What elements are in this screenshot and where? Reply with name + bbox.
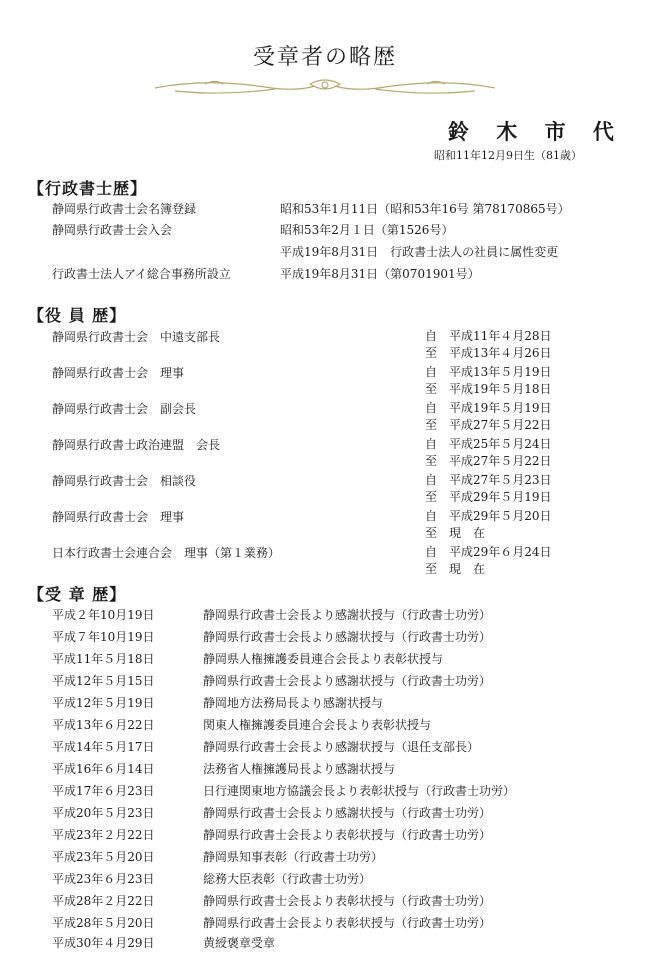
gyosei-item-label: 静岡県行政書士会入会 [52, 223, 173, 237]
jusho-desc: 静岡県知事表彰（行政書士功労） [203, 850, 384, 864]
jusho-desc: 黄綬褒章受章 [203, 936, 276, 950]
jusho-date: 平成11年５月18日 [52, 652, 155, 666]
yakuin-to: 至 平成13年４月26日 [425, 346, 552, 360]
recipient-name: 鈴 木 市 代 [448, 119, 624, 144]
jusho-desc: 静岡県行政書士会長より表彰状授与（行政書士功労） [203, 828, 492, 842]
yakuin-to: 至 平成27年５月22日 [425, 418, 552, 432]
jusho-date: 平成28年２月22日 [52, 894, 155, 908]
yakuin-org: 静岡県行政書士政治連盟 会長 [52, 438, 221, 452]
yakuin-org: 静岡県行政書士会 中遠支部長 [52, 330, 221, 344]
ornament-divider [145, 74, 505, 100]
jusho-date: 平成20年５月23日 [52, 806, 155, 820]
jusho-date: 平成23年５月20日 [52, 850, 155, 864]
jusho-desc: 静岡県行政書士会長より感謝状授与（行政書士功労） [203, 608, 492, 622]
jusho-date: 平成16年６月14日 [52, 762, 155, 776]
yakuin-from: 自 平成25年５月24日 [425, 437, 552, 451]
jusho-date: 平成17年６月23日 [52, 784, 155, 798]
yakuin-org: 静岡県行政書士会 副会長 [52, 402, 197, 416]
section-heading-gyosei: 【行政書士歴】 [28, 179, 148, 198]
jusho-desc: 静岡県行政書士会長より表彰状授与（行政書士功労） [203, 894, 492, 908]
jusho-date: 平成28年５月20日 [52, 916, 155, 930]
document-title: 受章者の略歴 [252, 45, 397, 70]
yakuin-from: 自 平成29年５月20日 [425, 509, 552, 523]
jusho-desc: 静岡県行政書士会長より感謝状授与（行政書士功労） [203, 630, 492, 644]
yakuin-org: 静岡県行政書士会 理事 [52, 366, 185, 380]
yakuin-to: 至 現 在 [425, 562, 486, 576]
jusho-date: 平成12年５月19日 [52, 696, 155, 710]
yakuin-org: 日本行政書士会連合会 理事（第１業務） [52, 546, 281, 560]
yakuin-from: 自 平成11年４月28日 [425, 329, 552, 343]
jusho-desc: 静岡地方法務局長より感謝状授与 [203, 696, 384, 710]
jusho-desc: 静岡県行政書士会長より表彰状授与（行政書士功労） [203, 916, 492, 930]
yakuin-from: 自 平成29年６月24日 [425, 545, 552, 559]
jusho-desc: 静岡県行政書士会長より感謝状授与（行政書士功労） [203, 674, 492, 688]
jusho-date: 平成14年５月17日 [52, 740, 155, 754]
birth-date: 昭和11年12月9日生（81歳） [434, 149, 582, 162]
jusho-date: 平成７年10月19日 [52, 630, 155, 644]
jusho-date: 平成12年５月15日 [52, 674, 155, 688]
yakuin-to: 至 現 在 [425, 526, 486, 540]
yakuin-from: 自 平成13年５月19日 [425, 365, 552, 379]
gyosei-item-detail: 昭和53年2月１日（第1526号） [280, 223, 454, 237]
jusho-date: 平成23年６月23日 [52, 872, 155, 886]
jusho-desc: 関東人権擁護委員連合会長より表彰状授与 [203, 718, 432, 732]
jusho-desc: 日行連関東地方協議会長より表彰状授与（行政書士功労） [203, 784, 516, 798]
yakuin-to: 至 平成19年５月18日 [425, 382, 552, 396]
jusho-date: 平成30年４月29日 [52, 936, 155, 950]
jusho-date: 平成２年10月19日 [52, 608, 155, 622]
gyosei-item-detail: 昭和53年1月11日（昭和53年16号 第78170865号） [280, 202, 570, 216]
jusho-desc: 静岡県人権擁護委員連合会長より表彰状授与 [203, 652, 444, 666]
yakuin-from: 自 平成19年５月19日 [425, 401, 552, 415]
section-heading-jusho: 【受 章 歴】 [28, 585, 127, 604]
jusho-desc: 法務省人権擁護局長より感謝状授与 [203, 762, 396, 776]
yakuin-from: 自 平成27年５月23日 [425, 473, 552, 487]
jusho-date: 平成23年２月22日 [52, 828, 155, 842]
jusho-desc: 静岡県行政書士会長より感謝状授与（退任支部長） [203, 740, 480, 754]
gyosei-item-label: 行政書士法人アイ総合事務所設立 [52, 267, 231, 281]
gyosei-item-detail: 平成19年8月31日 行政書士法人の社員に属性変更 [280, 245, 559, 259]
jusho-desc: 総務大臣表彰（行政書士功労） [203, 872, 372, 886]
yakuin-to: 至 平成27年５月22日 [425, 454, 552, 468]
yakuin-org: 静岡県行政書士会 理事 [52, 510, 185, 524]
section-heading-yakuin: 【役 員 歴】 [28, 306, 127, 325]
yakuin-org: 静岡県行政書士会 相談役 [52, 474, 197, 488]
jusho-date: 平成13年６月22日 [52, 718, 155, 732]
yakuin-to: 至 平成29年５月19日 [425, 490, 552, 504]
gyosei-item-detail: 平成19年8月31日（第0701901号） [280, 267, 480, 281]
gyosei-item-label: 静岡県行政書士会名簿登録 [52, 202, 197, 216]
jusho-desc: 静岡県行政書士会長より感謝状授与（行政書士功労） [203, 806, 492, 820]
